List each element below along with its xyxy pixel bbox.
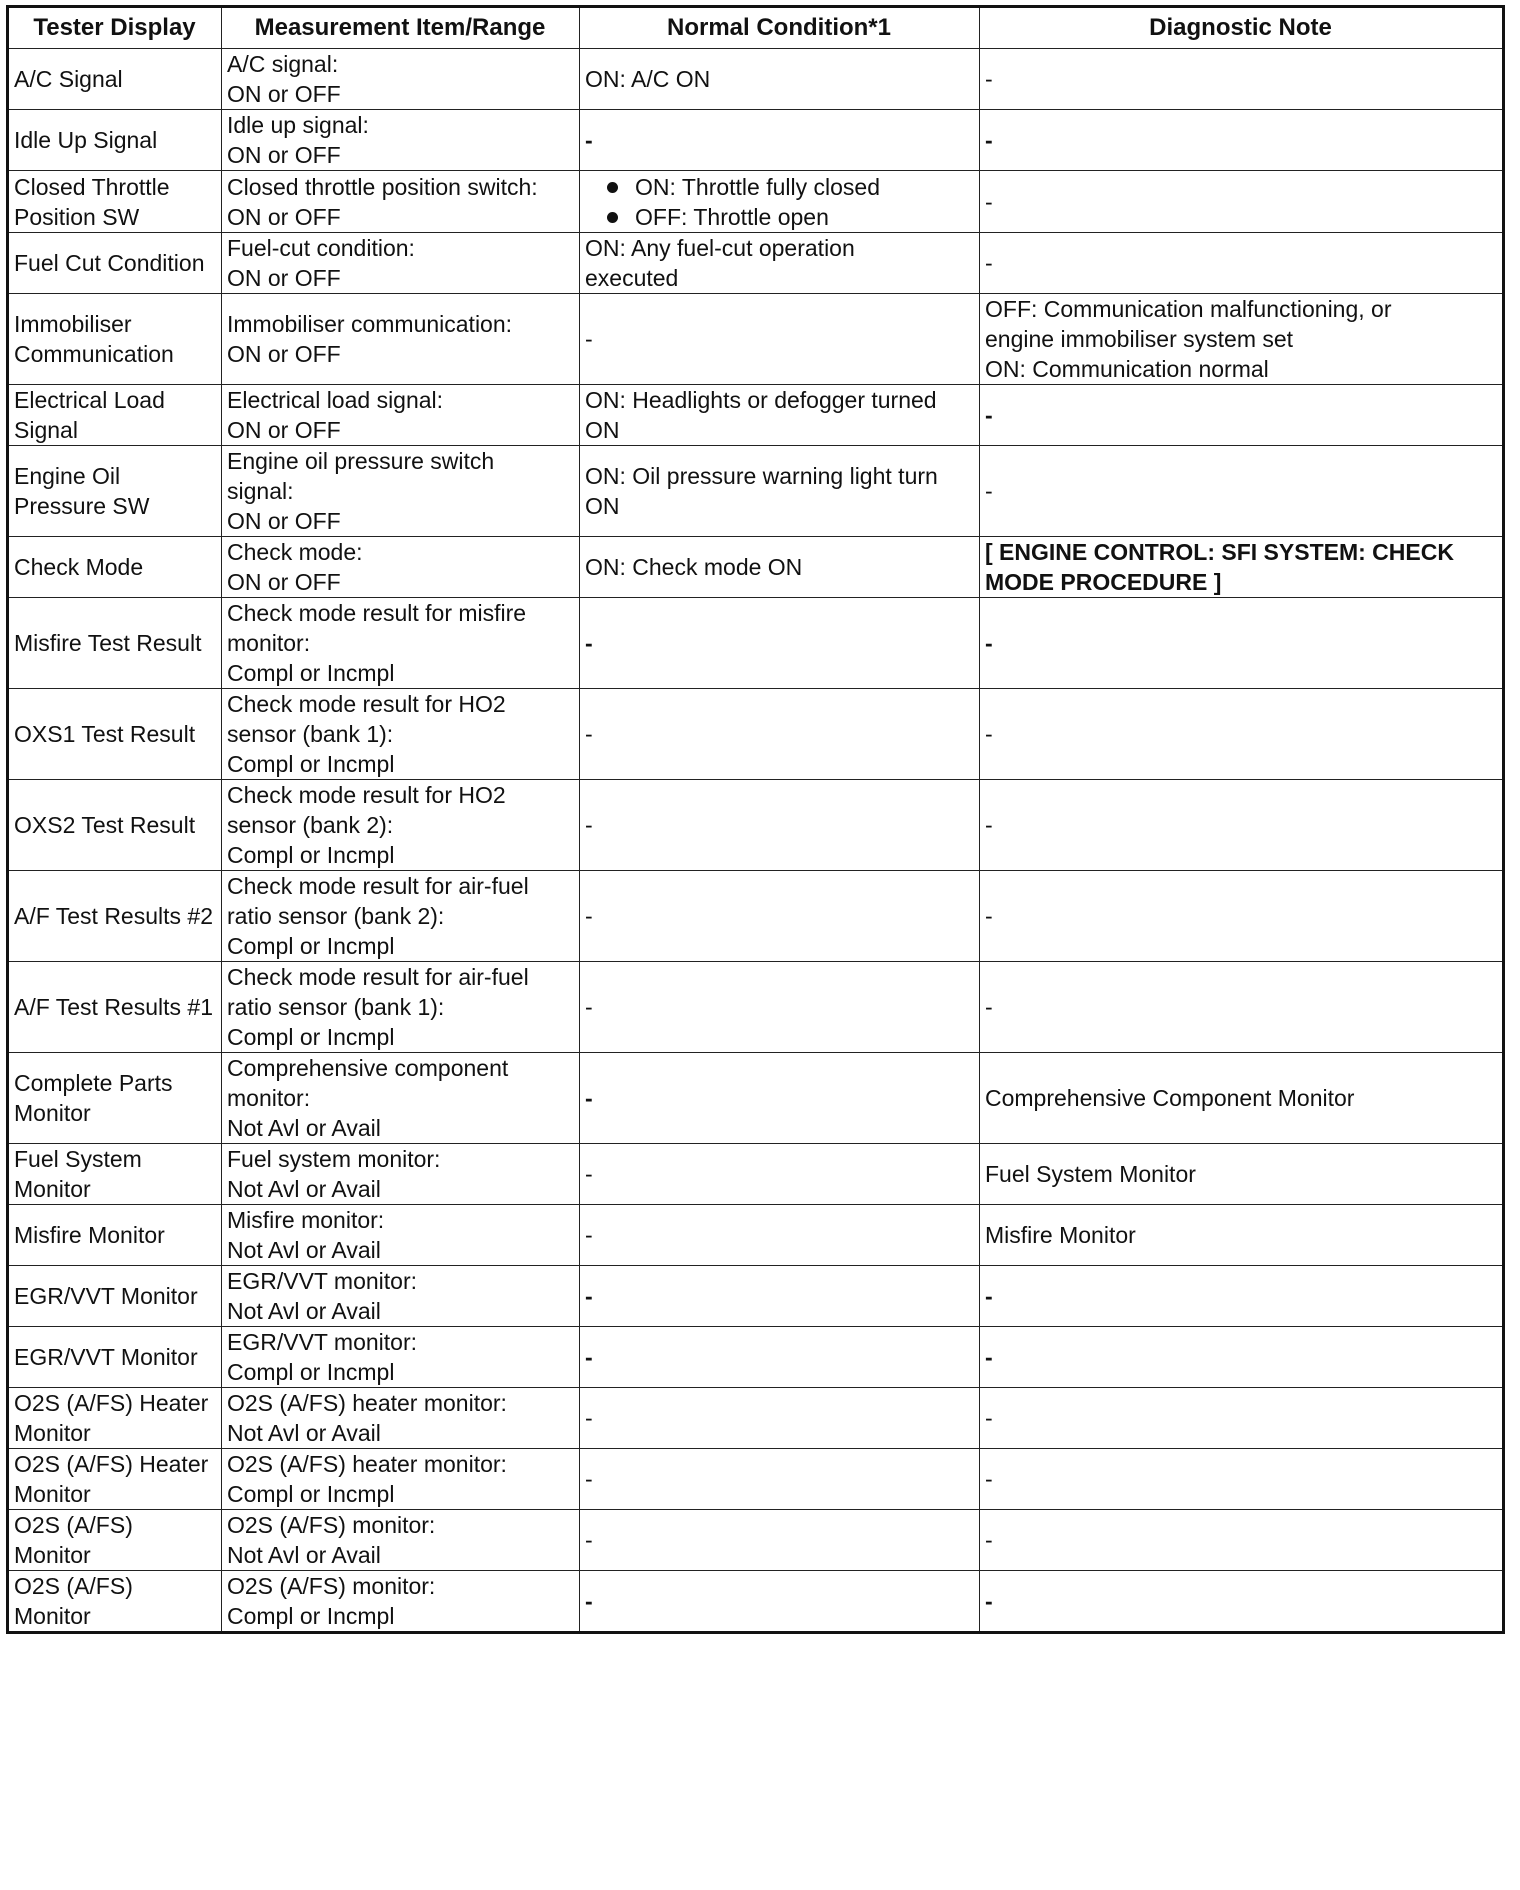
measurement-line: O2S (A/FS) monitor: [227,1512,436,1538]
cell-diagnostic-note [980,1510,1504,1571]
measurement-line: signal: [227,478,294,504]
note-line: engine immobiliser system set [985,326,1294,352]
empty-value-dash: - [985,1466,993,1492]
measurement-line: Immobiliser communication: [227,311,513,337]
table-row [8,962,1504,1053]
cell-measurement-item [222,689,580,780]
condition-bullet-item: ON: Throttle fully closed [607,172,973,202]
header-diagnostic-note: Diagnostic Note [980,7,1504,49]
empty-value-dash: - [585,994,593,1020]
cell-normal-condition [580,689,980,780]
empty-value-dash: - [985,721,993,747]
note-line: Comprehensive Component Monitor [985,1085,1355,1111]
cell-tester-display: Electrical Load Signal [8,385,222,446]
measurement-line: Compl or Incmpl [227,1603,395,1629]
cell-measurement-item [222,871,580,962]
cell-measurement-item [222,962,580,1053]
cell-tester-display: Check Mode [8,537,222,598]
empty-value-dash: - [985,903,993,929]
measurement-line: ON or OFF [227,341,341,367]
empty-value-dash: - [985,127,993,153]
cell-normal-condition [580,1510,980,1571]
cell-normal-condition [580,233,980,294]
empty-value-dash: - [985,994,993,1020]
measurement-line: Fuel-cut condition: [227,235,415,261]
note-line[interactable]: MODE PROCEDURE ] [985,569,1222,595]
condition-line: ON: A/C ON [585,66,711,92]
table-row [8,1327,1504,1388]
condition-line: ON [585,493,620,519]
cell-normal-condition [580,1327,980,1388]
measurement-line: O2S (A/FS) heater monitor: [227,1451,507,1477]
header-normal-condition: Normal Condition*1 [580,7,980,49]
measurement-line: Not Avl or Avail [227,1420,381,1446]
cell-normal-condition [580,780,980,871]
cell-diagnostic-note [980,1571,1504,1633]
note-line: Fuel System Monitor [985,1161,1196,1187]
measurement-line: Not Avl or Avail [227,1298,381,1324]
cell-tester-display: EGR/VVT Monitor [8,1266,222,1327]
cell-measurement-item [222,598,580,689]
cell-diagnostic-note [980,689,1504,780]
cell-diagnostic-note [980,1327,1504,1388]
cell-tester-display: A/F Test Results #2 [8,871,222,962]
measurement-line: ON or OFF [227,81,341,107]
table-row [8,446,1504,537]
empty-value-dash: - [985,402,993,428]
table-row [8,871,1504,962]
measurement-line: Check mode: [227,539,363,565]
measurement-line: monitor: [227,1085,311,1111]
empty-value-dash: - [985,812,993,838]
condition-line: ON: Oil pressure warning light turn [585,463,938,489]
table-row [8,1205,1504,1266]
measurement-line: Compl or Incmpl [227,1359,395,1385]
empty-value-dash: - [985,66,993,92]
measurement-line: ON or OFF [227,142,341,168]
cell-measurement-item [222,49,580,110]
measurement-line: Not Avl or Avail [227,1115,381,1141]
cell-measurement-item [222,537,580,598]
cell-tester-display: O2S (A/FS) Monitor [8,1510,222,1571]
measurement-line: Comprehensive component [227,1055,509,1081]
measurement-line: Not Avl or Avail [227,1176,381,1202]
cell-measurement-item [222,385,580,446]
cell-diagnostic-note [980,110,1504,171]
measurement-line: ON or OFF [227,569,341,595]
measurement-line: ratio sensor (bank 1): [227,994,445,1020]
cell-diagnostic-note [980,49,1504,110]
measurement-line: Electrical load signal: [227,387,444,413]
measurement-line: Check mode result for air-fuel [227,964,529,990]
cell-diagnostic-note [980,171,1504,233]
empty-value-dash: - [585,812,593,838]
cell-measurement-item [222,1388,580,1449]
empty-value-dash: - [585,630,593,656]
cell-normal-condition [580,1266,980,1327]
cell-diagnostic-note [980,233,1504,294]
cell-normal-condition [580,1144,980,1205]
measurement-line: Not Avl or Avail [227,1237,381,1263]
cell-tester-display: A/F Test Results #1 [8,962,222,1053]
condition-line: ON: Headlights or defogger turned [585,387,937,413]
cell-diagnostic-note [980,1205,1504,1266]
cell-measurement-item [222,294,580,385]
empty-value-dash: - [585,721,593,747]
table-row [8,1449,1504,1510]
note-line: ON: Communication normal [985,356,1269,382]
cell-tester-display: Misfire Test Result [8,598,222,689]
cell-measurement-item [222,780,580,871]
table-row [8,233,1504,294]
header-measurement-item: Measurement Item/Range [222,7,580,49]
measurement-line: ratio sensor (bank 2): [227,903,445,929]
table-row [8,1266,1504,1327]
cell-measurement-item [222,1266,580,1327]
cell-tester-display: Misfire Monitor [8,1205,222,1266]
table-row [8,689,1504,780]
cell-measurement-item [222,1571,580,1633]
cell-diagnostic-note-link[interactable] [980,537,1504,598]
cell-tester-display: Complete Parts Monitor [8,1053,222,1144]
measurement-line: Compl or Incmpl [227,660,395,686]
empty-value-dash: - [585,1588,593,1614]
measurement-line: Compl or Incmpl [227,1024,395,1050]
cell-diagnostic-note [980,780,1504,871]
condition-line: ON: Check mode ON [585,554,803,580]
cell-measurement-item [222,1053,580,1144]
cell-measurement-item [222,446,580,537]
empty-value-dash: - [985,250,993,276]
cell-normal-condition [580,1449,980,1510]
measurement-line: Compl or Incmpl [227,933,395,959]
measurement-line: Engine oil pressure switch [227,448,495,474]
empty-value-dash: - [585,1161,593,1187]
table-row [8,598,1504,689]
measurement-line: monitor: [227,630,311,656]
measurement-line: ON or OFF [227,417,341,443]
measurement-line: Closed throttle position switch: [227,173,538,200]
empty-value-dash: - [585,1466,593,1492]
table-row [8,1388,1504,1449]
cell-normal-condition [580,1388,980,1449]
cell-tester-display: Immobiliser Communication [8,294,222,385]
cell-measurement-item [222,1327,580,1388]
empty-value-dash: - [585,326,593,352]
cell-diagnostic-note [980,446,1504,537]
note-line[interactable]: [ ENGINE CONTROL: SFI SYSTEM: CHECK [985,539,1454,565]
measurement-line: O2S (A/FS) heater monitor: [227,1390,507,1416]
cell-normal-condition [580,1571,980,1633]
data-list-table [6,5,1505,1634]
cell-diagnostic-note [980,1144,1504,1205]
measurement-line: EGR/VVT monitor: [227,1268,418,1294]
measurement-line: Compl or Incmpl [227,842,395,868]
measurement-line: Check mode result for misfire [227,600,527,626]
cell-diagnostic-note [980,871,1504,962]
empty-value-dash: - [585,127,593,153]
cell-tester-display: O2S (A/FS) Monitor [8,1571,222,1633]
cell-diagnostic-note [980,598,1504,689]
empty-value-dash: - [985,1283,993,1309]
table-row [8,171,1504,233]
header-tester-display: Tester Display [8,7,222,49]
cell-measurement-item [222,1144,580,1205]
cell-normal-condition [580,294,980,385]
empty-value-dash: - [985,1344,993,1370]
condition-bullet-list [585,172,973,232]
measurement-line: Check mode result for air-fuel [227,873,529,899]
cell-diagnostic-note [980,962,1504,1053]
cell-tester-display: EGR/VVT Monitor [8,1327,222,1388]
cell-measurement-item [222,1510,580,1571]
cell-measurement-item [222,171,580,233]
measurement-line: A/C signal: [227,51,339,77]
empty-value-dash: - [585,903,593,929]
cell-normal-condition [580,385,980,446]
cell-diagnostic-note [980,1449,1504,1510]
cell-diagnostic-note [980,385,1504,446]
table-row [8,294,1504,385]
condition-line: executed [585,265,679,291]
cell-tester-display: Engine Oil Pressure SW [8,446,222,537]
table-body [8,49,1504,1633]
cell-tester-display: OXS1 Test Result [8,689,222,780]
empty-value-dash: - [985,630,993,656]
measurement-line: Compl or Incmpl [227,751,395,777]
cell-normal-condition [580,171,980,233]
cell-tester-display: A/C Signal [8,49,222,110]
cell-tester-display: O2S (A/FS) Heater Monitor [8,1388,222,1449]
measurement-line: Compl or Incmpl [227,1481,395,1507]
measurement-line: sensor (bank 2): [227,812,394,838]
document-sheet [6,5,1502,1634]
table-row [8,1571,1504,1633]
cell-tester-display: OXS2 Test Result [8,780,222,871]
empty-value-dash: - [985,188,993,215]
empty-value-dash: - [585,1527,593,1553]
measurement-line: sensor (bank 1): [227,721,394,747]
condition-line: ON: Any fuel-cut operation [585,235,855,261]
cell-tester-display: Idle Up Signal [8,110,222,171]
measurement-line: Fuel system monitor: [227,1146,441,1172]
condition-bullet-item: OFF: Throttle open [607,202,973,232]
cell-normal-condition [580,1205,980,1266]
empty-value-dash: - [585,1085,593,1111]
measurement-line: Check mode result for HO2 [227,782,506,808]
cell-diagnostic-note [980,1388,1504,1449]
note-line: Misfire Monitor [985,1222,1136,1248]
cell-diagnostic-note [980,294,1504,385]
measurement-line: O2S (A/FS) monitor: [227,1573,436,1599]
cell-normal-condition [580,962,980,1053]
measurement-line: EGR/VVT monitor: [227,1329,418,1355]
cell-normal-condition [580,446,980,537]
empty-value-dash: - [985,1588,993,1614]
empty-value-dash: - [585,1344,593,1370]
cell-measurement-item [222,1449,580,1510]
table-row [8,537,1504,598]
table-row [8,1510,1504,1571]
measurement-line: ON or OFF [227,203,341,230]
cell-measurement-item [222,233,580,294]
cell-normal-condition [580,598,980,689]
cell-tester-display: Fuel Cut Condition [8,233,222,294]
cell-diagnostic-note [980,1053,1504,1144]
empty-value-dash: - [985,478,993,504]
empty-value-dash: - [985,1527,993,1553]
cell-tester-display: Fuel System Monitor [8,1144,222,1205]
measurement-line: Misfire monitor: [227,1207,385,1233]
measurement-line: ON or OFF [227,265,341,291]
table-header-row [8,7,1504,49]
cell-tester-display: O2S (A/FS) Heater Monitor [8,1449,222,1510]
measurement-line: Not Avl or Avail [227,1542,381,1568]
cell-measurement-item [222,1205,580,1266]
table-row [8,1144,1504,1205]
cell-normal-condition [580,871,980,962]
table-row [8,385,1504,446]
measurement-line: Check mode result for HO2 [227,691,506,717]
empty-value-dash: - [585,1405,593,1431]
measurement-line: Idle up signal: [227,112,369,138]
cell-normal-condition [580,110,980,171]
empty-value-dash: - [585,1283,593,1309]
cell-measurement-item [222,110,580,171]
cell-normal-condition [580,537,980,598]
note-line: OFF: Communication malfunctioning, or [985,296,1392,322]
empty-value-dash: - [985,1405,993,1431]
cell-normal-condition [580,1053,980,1144]
table-row [8,1053,1504,1144]
cell-normal-condition [580,49,980,110]
table-row [8,110,1504,171]
table-row [8,780,1504,871]
cell-tester-display: Closed Throttle Position SW [8,171,222,233]
measurement-line: ON or OFF [227,508,341,534]
condition-line: ON [585,417,620,443]
cell-diagnostic-note [980,1266,1504,1327]
empty-value-dash: - [585,1222,593,1248]
table-row [8,49,1504,110]
